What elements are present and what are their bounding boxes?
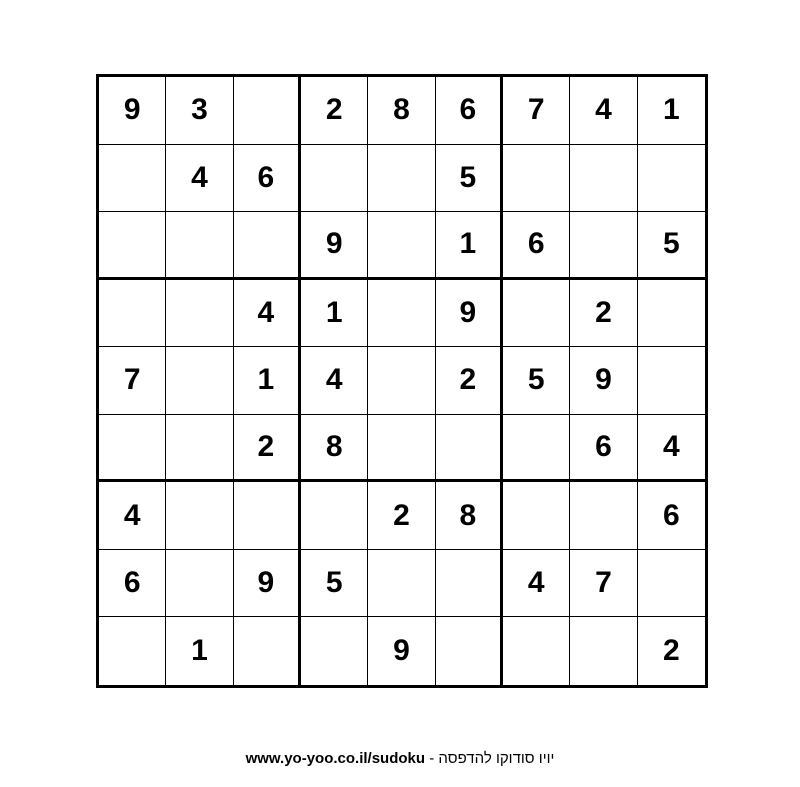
sudoku-cell[interactable]: 4 xyxy=(301,347,368,415)
sudoku-cell[interactable] xyxy=(234,617,301,685)
sudoku-cell[interactable]: 1 xyxy=(234,347,301,415)
sudoku-cell[interactable]: 1 xyxy=(638,77,705,145)
sudoku-cell[interactable] xyxy=(301,617,368,685)
sudoku-cell[interactable] xyxy=(638,550,705,618)
sudoku-cell[interactable]: 4 xyxy=(570,77,637,145)
sudoku-cell[interactable] xyxy=(99,212,166,280)
sudoku-cell[interactable]: 3 xyxy=(166,77,233,145)
sudoku-cell[interactable]: 6 xyxy=(570,415,637,483)
sudoku-cell[interactable] xyxy=(99,145,166,213)
sudoku-cell[interactable] xyxy=(368,415,435,483)
sudoku-cell[interactable]: 6 xyxy=(503,212,570,280)
sudoku-board xyxy=(96,74,708,688)
sudoku-cell[interactable]: 2 xyxy=(368,482,435,550)
footer-separator: - xyxy=(425,750,439,767)
sudoku-cell[interactable]: 9 xyxy=(99,77,166,145)
sudoku-cell[interactable]: 4 xyxy=(234,280,301,348)
footer-url[interactable]: www.yo-yoo.co.il/sudoku xyxy=(245,750,426,767)
sudoku-cell[interactable]: 6 xyxy=(436,77,503,145)
sudoku-cell[interactable] xyxy=(570,145,637,213)
sudoku-cell[interactable]: 7 xyxy=(570,550,637,618)
sudoku-cell[interactable]: 5 xyxy=(436,145,503,213)
sudoku-cell[interactable]: 6 xyxy=(99,550,166,618)
sudoku-cell[interactable]: 2 xyxy=(570,280,637,348)
sudoku-cell[interactable]: 2 xyxy=(234,415,301,483)
sudoku-cell[interactable]: 9 xyxy=(301,212,368,280)
sudoku-cell[interactable] xyxy=(166,280,233,348)
sudoku-cell[interactable]: 1 xyxy=(436,212,503,280)
sudoku-cell[interactable]: 9 xyxy=(234,550,301,618)
sudoku-cell[interactable]: 5 xyxy=(503,347,570,415)
sudoku-cell[interactable]: 4 xyxy=(99,482,166,550)
sudoku-cell[interactable]: 9 xyxy=(436,280,503,348)
sudoku-cell[interactable] xyxy=(436,617,503,685)
sudoku-cell[interactable] xyxy=(638,280,705,348)
sudoku-cell[interactable] xyxy=(570,482,637,550)
sudoku-cell[interactable] xyxy=(570,212,637,280)
sudoku-cell[interactable] xyxy=(234,482,301,550)
sudoku-cell[interactable] xyxy=(166,482,233,550)
sudoku-cell[interactable]: 1 xyxy=(166,617,233,685)
sudoku-cell[interactable] xyxy=(436,550,503,618)
sudoku-cell[interactable]: 7 xyxy=(99,347,166,415)
sudoku-cell[interactable] xyxy=(368,347,435,415)
sudoku-cell[interactable] xyxy=(368,280,435,348)
sudoku-cell[interactable]: 7 xyxy=(503,77,570,145)
sudoku-cell[interactable] xyxy=(234,77,301,145)
sudoku-cell[interactable] xyxy=(638,347,705,415)
sudoku-cell[interactable] xyxy=(99,415,166,483)
sudoku-cell[interactable]: 4 xyxy=(638,415,705,483)
footer-caption: יויו סודוקו להדפסה xyxy=(438,750,555,767)
sudoku-cell[interactable] xyxy=(368,145,435,213)
sudoku-cell[interactable]: 9 xyxy=(368,617,435,685)
sudoku-cell[interactable]: 2 xyxy=(436,347,503,415)
sudoku-cell[interactable]: 8 xyxy=(436,482,503,550)
footer-credit xyxy=(0,750,800,767)
sudoku-cell[interactable]: 2 xyxy=(662,634,680,668)
sudoku-cell[interactable]: 1 xyxy=(301,280,368,348)
sudoku-cell[interactable] xyxy=(166,415,233,483)
sudoku-cell[interactable] xyxy=(570,617,637,685)
sudoku-cell[interactable] xyxy=(503,280,570,348)
sudoku-cell[interactable]: 8 xyxy=(301,415,368,483)
sudoku-cell[interactable] xyxy=(99,617,166,685)
sudoku-cell[interactable] xyxy=(166,550,233,618)
sudoku-cell[interactable] xyxy=(368,212,435,280)
sudoku-cell[interactable] xyxy=(503,617,570,685)
sudoku-cell[interactable]: 4 xyxy=(166,145,233,213)
sudoku-cell[interactable] xyxy=(166,347,233,415)
sudoku-cell[interactable] xyxy=(436,415,503,483)
sudoku-cell[interactable] xyxy=(503,145,570,213)
sudoku-cell[interactable]: 6 xyxy=(234,145,301,213)
sudoku-cell[interactable] xyxy=(368,550,435,618)
sudoku-cell[interactable] xyxy=(234,212,301,280)
sudoku-cell[interactable] xyxy=(638,145,705,213)
sudoku-cell[interactable] xyxy=(503,482,570,550)
sudoku-cell[interactable] xyxy=(301,482,368,550)
sudoku-cell[interactable] xyxy=(166,212,233,280)
sudoku-cell[interactable] xyxy=(503,415,570,483)
sudoku-cell[interactable]: 9 xyxy=(570,347,637,415)
sudoku-cell[interactable]: 5 xyxy=(638,212,705,280)
sudoku-cell[interactable]: 2 xyxy=(301,77,368,145)
sudoku-cell[interactable]: 6 xyxy=(638,482,705,550)
sudoku-cell[interactable] xyxy=(99,280,166,348)
sudoku-cell[interactable]: 4 xyxy=(503,550,570,618)
sudoku-cell[interactable]: 8 xyxy=(368,77,435,145)
sudoku-cell[interactable] xyxy=(301,145,368,213)
sudoku-cell[interactable]: 5 xyxy=(301,550,368,618)
